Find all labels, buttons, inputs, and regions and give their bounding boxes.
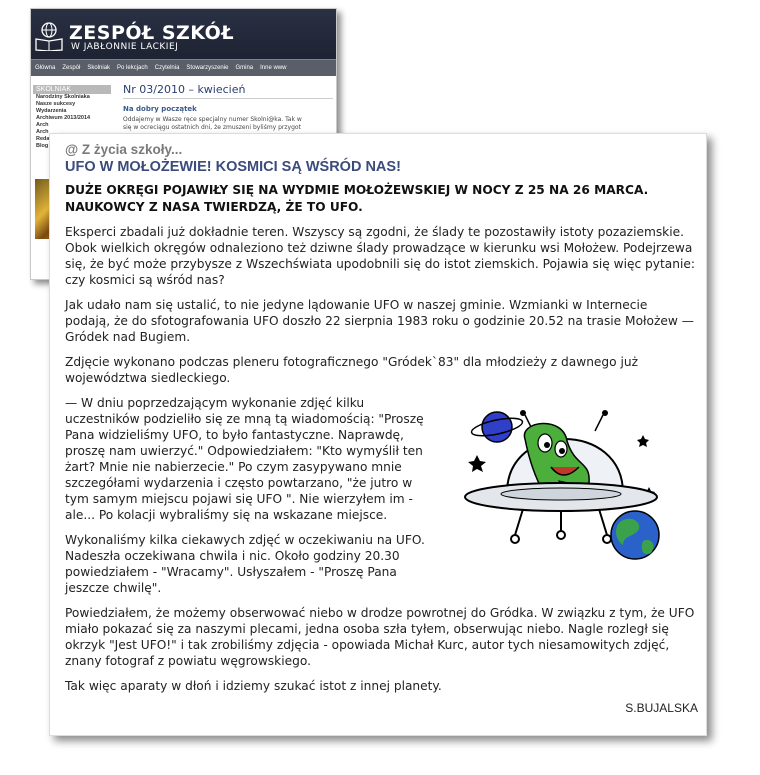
sidebar-item[interactable]: Blog bbox=[36, 143, 49, 149]
article-card bbox=[49, 133, 707, 736]
quote-section bbox=[65, 395, 696, 596]
article-author: S.BUJALSKA bbox=[625, 701, 698, 715]
sidebar-item[interactable]: Narodziny Skolniaka bbox=[36, 94, 90, 100]
nav-item[interactable]: Czytelnia bbox=[154, 65, 180, 71]
book-globe-logo-icon bbox=[35, 21, 63, 51]
article-kicker: @ Z życia szkoły... bbox=[65, 142, 183, 157]
sidebar-item[interactable]: Reda bbox=[36, 136, 50, 142]
sidebar-item[interactable]: Wydarzenia bbox=[36, 108, 67, 114]
article-paragraph: Wykonaliśmy kilka ciekawych zdjęć w oczekiwaniu na UFO. Nadeszła oczekiwana chwila i nic. Około godziny 20.30 powiedziałem - "Wracamy". Usłyszałem - "Proszę Pana jeszcze chwilę". bbox=[65, 533, 425, 595]
sidebar-title: SKOLNIAK bbox=[33, 85, 111, 94]
section-heading: Na dobry początek bbox=[123, 105, 197, 113]
article-lead: DUŻE OKRĘGI POJAWIŁY SIĘ NA WYDMIE MOŁOŻEWSKIEJ W NOCY Z 25 NA 26 MARCA. NAUKOWCY Z NASA TWIERDZĄ, ŻE TO UFO. bbox=[65, 183, 649, 214]
nav-item[interactable]: Inne www bbox=[260, 65, 287, 71]
site-nav bbox=[31, 59, 336, 76]
page-main bbox=[123, 83, 333, 132]
article-paragraph: Jak udało nam się ustalić, to nie jedyne lądowanie UFO w naszej gminie. Wzmianki w Internecie podają, że do sfotografowania UFO doszło 22 sierpnia 1983 roku o godzinie 20.52 na trasie Mołożew — Gródek nad Bugiem. bbox=[65, 298, 694, 344]
article-paragraph: Tak więc aparaty w dłoń i idziemy szukać istot z innej planety. bbox=[65, 679, 442, 693]
site-subtitle: W JABŁONNIE LACKIEJ bbox=[71, 42, 179, 52]
nav-item[interactable]: Skolniak bbox=[87, 65, 111, 71]
earth-icon bbox=[611, 511, 659, 559]
nav-item[interactable]: Zespół bbox=[62, 65, 81, 71]
intro-text-line: Oddajemy w Wasze ręce specjalny numer Skolni@ka. Tak w bbox=[123, 116, 302, 123]
article-headline: UFO W MOŁOŻEWIE! KOSMICI SĄ WŚRÓD NAS! bbox=[65, 159, 401, 175]
nav-item[interactable]: Stowarzyszenie bbox=[186, 65, 229, 71]
site-header bbox=[31, 9, 336, 59]
article-paragraph: — W dniu poprzedzającym wykonanie zdjęć kilku uczestników podzieliło się ze mną tą wiadomością: "Proszę Pana widzieliśmy UFO, to było fantastyczne. Naprawdę, proszę nam uwierzyć." Odpowiedziałem: "Kto wymyślił ten żart? Mnie nie nabierzecie." Po czym zasypywano mnie szczegółami wydarzenia i często powtarzano, "że jutro w tym samym miejscu pojawi się UFO ". Nie wierzyłem im - ale... Po kolacji wybraliśmy się na wskazane miejsce. bbox=[65, 396, 424, 522]
nav-item[interactable]: Po lekcjach bbox=[117, 65, 148, 71]
article-paragraph: Zdjęcie wykonano podczas pleneru fotograficznego "Gródek`83" dla młodzieży z dawnego już województwa siedleckiego. bbox=[65, 355, 638, 385]
sidebar-item[interactable]: Arch bbox=[36, 129, 49, 135]
intro-text-line: się w ocreciągu ostatnich dni, że zmuszeni byliśmy przygot bbox=[123, 124, 301, 131]
article-paragraph: Powiedziałem, że możemy obserwować niebo w drodze powrotnej do Gródka. W związku z tym, że UFO miało pokazać się za naszymi plecami, jedna osoba szła tyłem, obserwując niebo. Nagle rozległ się okrzyk "Jest UFO!" i tak zrobiliśmy zdjęcia - opowiada Michał Kurc, autor tych niesamowitych zdjęć, znany fotograf z powiatu węgrowskiego. bbox=[65, 606, 695, 668]
nav-item[interactable]: Gmina bbox=[235, 65, 254, 71]
sidebar-item[interactable]: Nasze sukcesy bbox=[36, 101, 76, 107]
nav-item[interactable]: Główna bbox=[35, 65, 56, 71]
site-title: ZESPÓŁ SZKÓŁ bbox=[69, 22, 235, 44]
planet-icon bbox=[470, 412, 524, 442]
issue-title: Nr 03/2010 – kwiecień bbox=[123, 83, 333, 99]
sidebar-item[interactable]: Arch bbox=[36, 122, 49, 128]
ufo-alien-illustration bbox=[463, 401, 663, 569]
article-paragraph: Eksperci zbadali już dokładnie teren. Wszyscy są zgodni, że ślady te pozostawiły istoty pozaziemskie. Obok wielkich okręgów odnaleziono też dziwne ślady prowadzące w kierunku wsi Mołożew. Podejrzewa się, że być może przybysze z Wszechświata upodobnili się do istot ziemskich. Pojawia się więc pytanie: czy kosmici są wśród nas? bbox=[65, 225, 695, 287]
sidebar-item[interactable]: Archiwum 2013/2014 bbox=[36, 115, 91, 121]
